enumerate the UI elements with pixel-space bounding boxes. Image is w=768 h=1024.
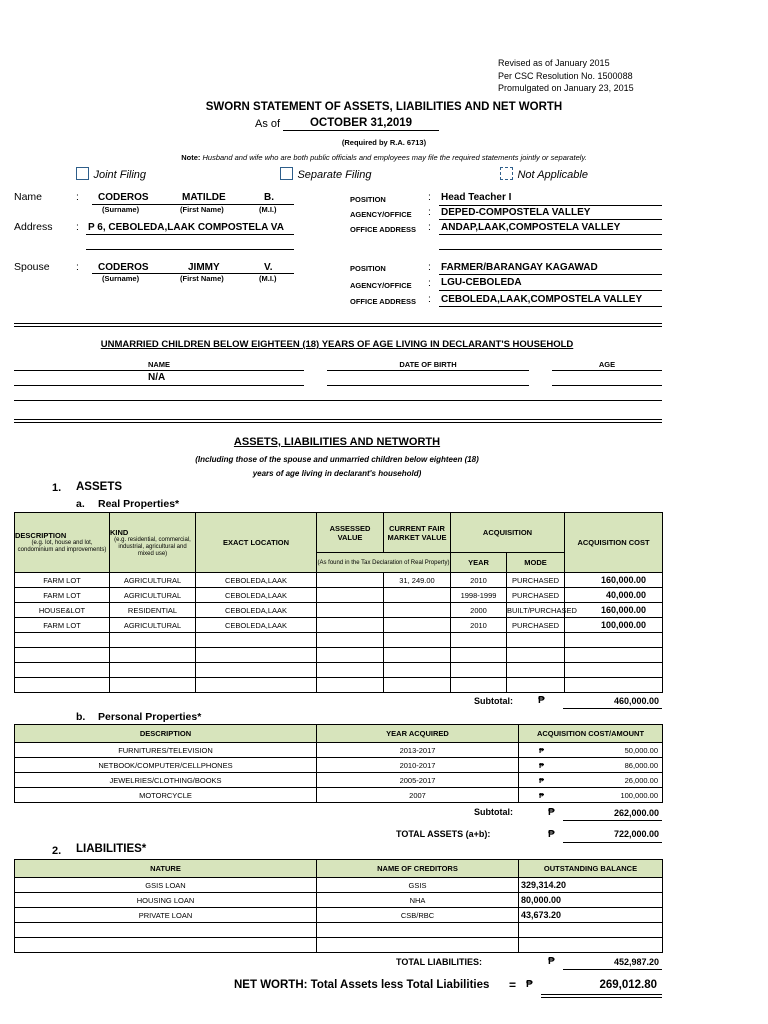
declarant-first-name[interactable]: MATILDE [182, 192, 226, 203]
table-row [15, 618, 663, 633]
colon: : [428, 206, 431, 218]
real-subtotal-label: Subtotal: [474, 696, 513, 706]
total-assets-underline [563, 842, 662, 843]
real-cell-fair[interactable] [384, 603, 451, 618]
spouse-agency[interactable]: LGU-CEBOLEDA [441, 277, 522, 288]
children-title: UNMARRIED CHILDREN BELOW EIGHTEEN (18) YEARS OF AGE LIVING IN DECLARANT'S HOUSEHOLD [100, 339, 574, 350]
table-row [15, 878, 663, 893]
liabilities-heading: LIABILITIES* [76, 843, 147, 855]
personal-cell-year[interactable]: 2007 [317, 788, 519, 803]
spouse-first-name-caption: (First Name) [180, 274, 224, 283]
table-row [15, 773, 663, 788]
filing-note [0, 153, 768, 162]
separate-filing-label: Separate Filing [297, 169, 372, 181]
real-cell-mode[interactable] [507, 633, 565, 648]
real-properties-heading: Real Properties* [98, 498, 180, 510]
liab-cell-creditor[interactable]: GSIS [317, 878, 519, 893]
table-row [15, 908, 663, 923]
real-cell-cost[interactable] [565, 678, 663, 693]
spouse-mi[interactable]: V. [264, 262, 273, 273]
real-cell-loc[interactable]: CEBOLEDA,LAAK [196, 573, 317, 588]
note-text: Husband and wife who are both public officials and employees may file the required statements jointly or separately. [202, 153, 587, 162]
personal-cell-cost[interactable] [519, 743, 663, 758]
position-label: POSITION [350, 195, 386, 204]
real-kind-header [110, 513, 196, 573]
personal-cost-value: 100,000.00 [620, 790, 658, 800]
as-of-date-field[interactable]: OCTOBER 31,2019 [283, 117, 439, 131]
children-line [14, 400, 662, 401]
real-cell-mode[interactable]: PURCHASED [507, 588, 565, 603]
liabilities-number: 2. [52, 845, 62, 857]
personal-cost-value: 50,000.00 [624, 745, 658, 755]
assets-heading: ASSETS [76, 481, 123, 493]
not-applicable-option[interactable] [500, 165, 588, 183]
personal-cell-year[interactable]: 2010-2017 [317, 758, 519, 773]
personal-cell-year[interactable]: 2005-2017 [317, 773, 519, 788]
children-name-value[interactable]: N/A [148, 372, 166, 383]
colon: : [428, 191, 431, 203]
revised-line-2: Per CSC Resolution No. 1500088 [498, 70, 633, 81]
declarant-position[interactable]: Head Teacher I [441, 192, 512, 203]
spouse-agency-underline [439, 290, 662, 291]
section-divider [14, 419, 662, 423]
position-underline [439, 205, 662, 206]
liabilities-balance-header: OUTSTANDING BALANCE [519, 860, 663, 878]
personal-cell-cost[interactable] [519, 758, 663, 773]
real-subtotal-value[interactable]: 460,000.00 [613, 696, 659, 706]
alnw-title: ASSETS, LIABILITIES AND NETWORTH [233, 436, 441, 448]
real-cell-assessed[interactable] [317, 603, 384, 618]
liab-cell-balance[interactable]: 43,673.20 [519, 908, 663, 923]
personal-letter: b. [76, 711, 86, 723]
office-address-underline-2 [439, 249, 662, 250]
real-cell-desc[interactable] [15, 633, 110, 648]
real-cell-assessed[interactable] [317, 648, 384, 663]
spouse-position-label: POSITION [350, 264, 386, 273]
real-cell-fair[interactable] [384, 648, 451, 663]
real-desc-header-note: (e.g. lot, house and lot, condominium and improvements) [17, 540, 107, 553]
children-line [14, 370, 304, 371]
agency-underline [439, 219, 662, 220]
real-cell-cost[interactable] [565, 663, 663, 678]
spouse-office-address-label: OFFICE ADDRESS [350, 297, 416, 306]
as-of-label: As of [255, 118, 281, 130]
peso-sign: ₱ [538, 695, 545, 706]
real-cell-cost[interactable] [565, 633, 663, 648]
table-row [15, 573, 663, 588]
real-cell-fair[interactable] [384, 663, 451, 678]
peso-sign: ₱ [548, 829, 555, 840]
real-cell-loc[interactable] [196, 633, 317, 648]
real-cost-header: ACQUISITION COST [565, 513, 663, 573]
real-cell-loc[interactable]: CEBOLEDA,LAAK [196, 588, 317, 603]
required-by-note: (Required by R.A. 6713) [341, 138, 427, 147]
real-cell-kind[interactable] [110, 648, 196, 663]
liabilities-table [14, 859, 663, 953]
liab-cell-creditor[interactable]: NHA [317, 893, 519, 908]
real-cell-loc[interactable]: CEBOLEDA,LAAK [196, 618, 317, 633]
liab-cell-nature[interactable] [15, 938, 317, 953]
total-liabilities-value[interactable]: 452,987.20 [613, 957, 659, 967]
real-cell-year[interactable] [451, 648, 507, 663]
real-cell-assessed[interactable] [317, 678, 384, 693]
joint-filing-checkbox[interactable] [76, 167, 89, 180]
subtotal-underline [563, 708, 662, 709]
peso-sign: ₱ [539, 775, 545, 785]
liab-cell-nature[interactable] [15, 923, 317, 938]
personal-subtotal-value[interactable]: 262,000.00 [613, 808, 659, 818]
real-desc-header [15, 513, 110, 573]
networth-underline [541, 994, 662, 998]
table-row [15, 893, 663, 908]
real-cell-mode[interactable] [507, 678, 565, 693]
assets-number: 1. [52, 482, 62, 494]
real-cell-loc[interactable]: CEBOLEDA,LAAK [196, 603, 317, 618]
note-label: Note: [181, 153, 201, 162]
real-cell-desc[interactable]: HOUSE&LOT [15, 603, 110, 618]
personal-cell-desc[interactable]: MOTORCYCLE [15, 788, 317, 803]
personal-cell-desc[interactable]: NETBOOK/COMPUTER/CELLPHONES [15, 758, 317, 773]
real-letter: a. [76, 498, 85, 510]
real-cell-kind[interactable]: RESIDENTIAL [110, 603, 196, 618]
colon: : [428, 221, 431, 233]
revision-info [498, 57, 634, 95]
alnw-subtitle-2: years of age living in declarant's household) [252, 469, 422, 478]
not-applicable-checkbox[interactable] [500, 167, 513, 180]
real-cell-cost[interactable]: 40,000.00 [565, 588, 663, 603]
table-row [15, 788, 663, 803]
surname-caption: (Surname) [102, 205, 140, 214]
spouse-mi-caption: (M.I.) [259, 274, 277, 283]
networth-value[interactable]: 269,012.80 [599, 979, 657, 991]
real-acquisition-header: ACQUISITION [451, 513, 565, 553]
real-cell-mode[interactable] [507, 663, 565, 678]
real-cell-loc[interactable] [196, 663, 317, 678]
liab-cell-balance[interactable]: 80,000.00 [519, 893, 663, 908]
real-kind-header-note: (e.g. residential, commercial, industrial, agricultural and mixed use) [114, 536, 191, 557]
liab-cell-nature[interactable]: PRIVATE LOAN [15, 908, 317, 923]
personal-cell-year[interactable]: 2013-2017 [317, 743, 519, 758]
liabilities-creditor-header: NAME OF CREDITORS [317, 860, 519, 878]
real-tax-note: (As found in the Tax Declaration of Real Property) [317, 553, 451, 573]
real-cell-assessed[interactable] [317, 573, 384, 588]
personal-desc-header: DESCRIPTION [15, 725, 317, 743]
real-cell-mode[interactable]: BUILT/PURCHASED [507, 603, 565, 618]
real-cell-mode[interactable]: PURCHASED [507, 573, 565, 588]
table-row [15, 743, 663, 758]
real-cell-cost[interactable]: 160,000.00 [565, 603, 663, 618]
liab-cell-creditor[interactable] [317, 923, 519, 938]
peso-sign: ₱ [526, 979, 533, 990]
table-row [15, 603, 663, 618]
real-cell-loc[interactable] [196, 648, 317, 663]
revised-line-3: Promulgated on January 23, 2015 [498, 83, 634, 93]
real-properties-table [14, 512, 663, 693]
real-cell-kind[interactable] [110, 633, 196, 648]
real-cell-year[interactable]: 2000 [451, 603, 507, 618]
real-cell-mode[interactable]: PURCHASED [507, 618, 565, 633]
real-cell-year[interactable] [451, 678, 507, 693]
peso-sign: ₱ [539, 745, 545, 755]
children-line [552, 370, 662, 371]
alnw-subtitle-1: (Including those of the spouse and unmarried children below eighteen (18) [195, 455, 479, 464]
real-cell-kind[interactable]: AGRICULTURAL [110, 618, 196, 633]
children-name-header: NAME [147, 360, 171, 369]
address-underline [86, 234, 294, 235]
document-title: SWORN STATEMENT OF ASSETS, LIABILITIES AND NET WORTH [205, 101, 563, 113]
personal-cell-cost[interactable] [519, 788, 663, 803]
peso-sign: ₱ [539, 790, 545, 800]
declarant-mi[interactable]: B. [264, 192, 274, 203]
real-cell-loc[interactable] [196, 678, 317, 693]
real-mode-header: MODE [507, 553, 565, 573]
colon: : [76, 261, 79, 273]
office-address-label: OFFICE ADDRESS [350, 225, 416, 234]
mi-caption: (M.I.) [259, 205, 277, 214]
liab-cell-balance[interactable] [519, 923, 663, 938]
declarant-office-address[interactable]: ANDAP,LAAK,COMPOSTELA VALLEY [441, 222, 621, 233]
first-name-caption: (First Name) [180, 205, 224, 214]
personal-cost-header: ACQUISITION COST/AMOUNT [519, 725, 663, 743]
real-kind-header-label: KIND [110, 527, 129, 537]
real-cell-fair[interactable] [384, 588, 451, 603]
real-cell-year[interactable] [451, 663, 507, 678]
real-cell-assessed[interactable] [317, 588, 384, 603]
real-cell-mode[interactable] [507, 648, 565, 663]
table-row [15, 588, 663, 603]
spouse-office-address[interactable]: CEBOLEDA,LAAK,COMPOSTELA VALLEY [441, 294, 643, 305]
real-cell-cost[interactable]: 160,000.00 [565, 573, 663, 588]
liab-cell-nature[interactable]: GSIS LOAN [15, 878, 317, 893]
spouse-surname-caption: (Surname) [102, 274, 140, 283]
table-row [15, 648, 663, 663]
table-row [15, 758, 663, 773]
children-age-header: AGE [598, 360, 616, 369]
real-cell-kind[interactable] [110, 663, 196, 678]
joint-filing-label: Joint Filing [93, 169, 147, 181]
real-cell-cost[interactable] [565, 648, 663, 663]
declarant-surname[interactable]: CODEROS [98, 192, 149, 203]
real-cell-assessed[interactable] [317, 618, 384, 633]
real-cell-kind[interactable] [110, 678, 196, 693]
real-cell-desc[interactable]: FARM LOT [15, 573, 110, 588]
real-cell-desc[interactable]: FARM LOT [15, 618, 110, 633]
colon: : [428, 277, 431, 289]
real-cell-year[interactable]: 2010 [451, 618, 507, 633]
real-cell-assessed[interactable] [317, 633, 384, 648]
real-cell-year[interactable] [451, 633, 507, 648]
colon: : [76, 191, 79, 203]
real-cell-cost[interactable]: 100,000.00 [565, 618, 663, 633]
real-cell-desc[interactable] [15, 648, 110, 663]
spouse-position[interactable]: FARMER/BARANGAY KAGAWAD [441, 262, 598, 273]
real-cell-fair[interactable]: 31, 249.00 [384, 573, 451, 588]
real-cell-desc[interactable] [15, 678, 110, 693]
personal-cell-cost[interactable] [519, 773, 663, 788]
real-cell-assessed[interactable] [317, 663, 384, 678]
agency-label: AGENCY/OFFICE [350, 210, 412, 219]
children-line [327, 370, 529, 371]
spouse-first-name[interactable]: JIMMY [188, 262, 220, 273]
total-liabilities-label: TOTAL LIABILITIES: [396, 957, 482, 967]
children-line [552, 385, 662, 386]
real-cell-year[interactable]: 1998-1999 [451, 588, 507, 603]
section-divider [14, 323, 662, 327]
spouse-agency-label: AGENCY/OFFICE [350, 281, 412, 290]
address-label: Address [14, 221, 53, 233]
colon: : [76, 221, 79, 233]
networth-label: NET WORTH: Total Assets less Total Liabilities [234, 979, 490, 991]
real-assessed-header: ASSESSED VALUE [317, 513, 384, 553]
table-row [15, 663, 663, 678]
children-line [14, 385, 304, 386]
liab-cell-balance[interactable]: 329,314.20 [519, 878, 663, 893]
children-dob-header: DATE OF BIRTH [399, 360, 457, 369]
separate-filing-checkbox[interactable] [280, 167, 293, 180]
real-cell-desc[interactable] [15, 663, 110, 678]
real-cell-kind[interactable]: AGRICULTURAL [110, 573, 196, 588]
spouse-surname[interactable]: CODEROS [98, 262, 149, 273]
real-cell-kind[interactable]: AGRICULTURAL [110, 588, 196, 603]
table-row [15, 633, 663, 648]
real-cell-desc[interactable]: FARM LOT [15, 588, 110, 603]
table-row [15, 938, 663, 953]
personal-cost-value: 86,000.00 [624, 760, 658, 770]
total-assets-value[interactable]: 722,000.00 [613, 829, 659, 839]
personal-year-header: YEAR ACQUIRED [317, 725, 519, 743]
personal-cell-desc[interactable]: JEWELRIES/CLOTHING/BOOKS [15, 773, 317, 788]
revised-line-1: Revised as of January 2015 [498, 58, 610, 68]
real-fair-header: CURRENT FAIR MARKET VALUE [384, 513, 451, 553]
colon: : [428, 293, 431, 305]
peso-sign: ₱ [548, 807, 555, 818]
personal-properties-heading: Personal Properties* [98, 711, 202, 723]
personal-subtotal-label: Subtotal: [474, 807, 513, 817]
subtotal-underline [563, 820, 662, 821]
children-line [327, 385, 529, 386]
table-row [15, 678, 663, 693]
personal-cost-value: 26,000.00 [624, 775, 658, 785]
name-label: Name [14, 191, 43, 203]
liab-cell-creditor[interactable] [317, 938, 519, 953]
not-applicable-label: Not Applicable [517, 169, 588, 181]
liabilities-nature-header: NATURE [15, 860, 317, 878]
real-cell-year[interactable]: 2010 [451, 573, 507, 588]
personal-cell-desc[interactable]: FURNITURES/TELEVISION [15, 743, 317, 758]
peso-sign: ₱ [539, 760, 545, 770]
real-cell-fair[interactable] [384, 678, 451, 693]
declarant-address[interactable]: P 6, CEBOLEDA,LAAK COMPOSTELA VA [88, 222, 284, 233]
total-liabilities-underline [563, 969, 662, 970]
declarant-agency[interactable]: DEPED-COMPOSTELA VALLEY [441, 207, 591, 218]
real-cell-fair[interactable] [384, 633, 451, 648]
real-location-header: EXACT LOCATION [196, 513, 317, 573]
networth-equals: = [509, 978, 517, 992]
liab-cell-balance[interactable] [519, 938, 663, 953]
personal-properties-table [14, 724, 663, 803]
spouse-office-address-underline [439, 306, 662, 307]
spouse-position-underline [439, 274, 662, 275]
real-cell-fair[interactable] [384, 618, 451, 633]
spouse-label: Spouse [14, 261, 50, 273]
office-address-underline [439, 234, 662, 235]
joint-filing-option[interactable] [76, 165, 146, 183]
separate-filing-option[interactable] [280, 165, 371, 183]
liab-cell-creditor[interactable]: CSB/RBC [317, 908, 519, 923]
real-year-header: YEAR [451, 553, 507, 573]
peso-sign: ₱ [548, 956, 555, 967]
table-row [15, 923, 663, 938]
liab-cell-nature[interactable]: HOUSING LOAN [15, 893, 317, 908]
real-desc-header-label: DESCRIPTION [15, 531, 67, 540]
total-assets-label: TOTAL ASSETS (a+b): [396, 829, 491, 839]
address-underline-2 [86, 249, 294, 250]
colon: : [428, 261, 431, 273]
